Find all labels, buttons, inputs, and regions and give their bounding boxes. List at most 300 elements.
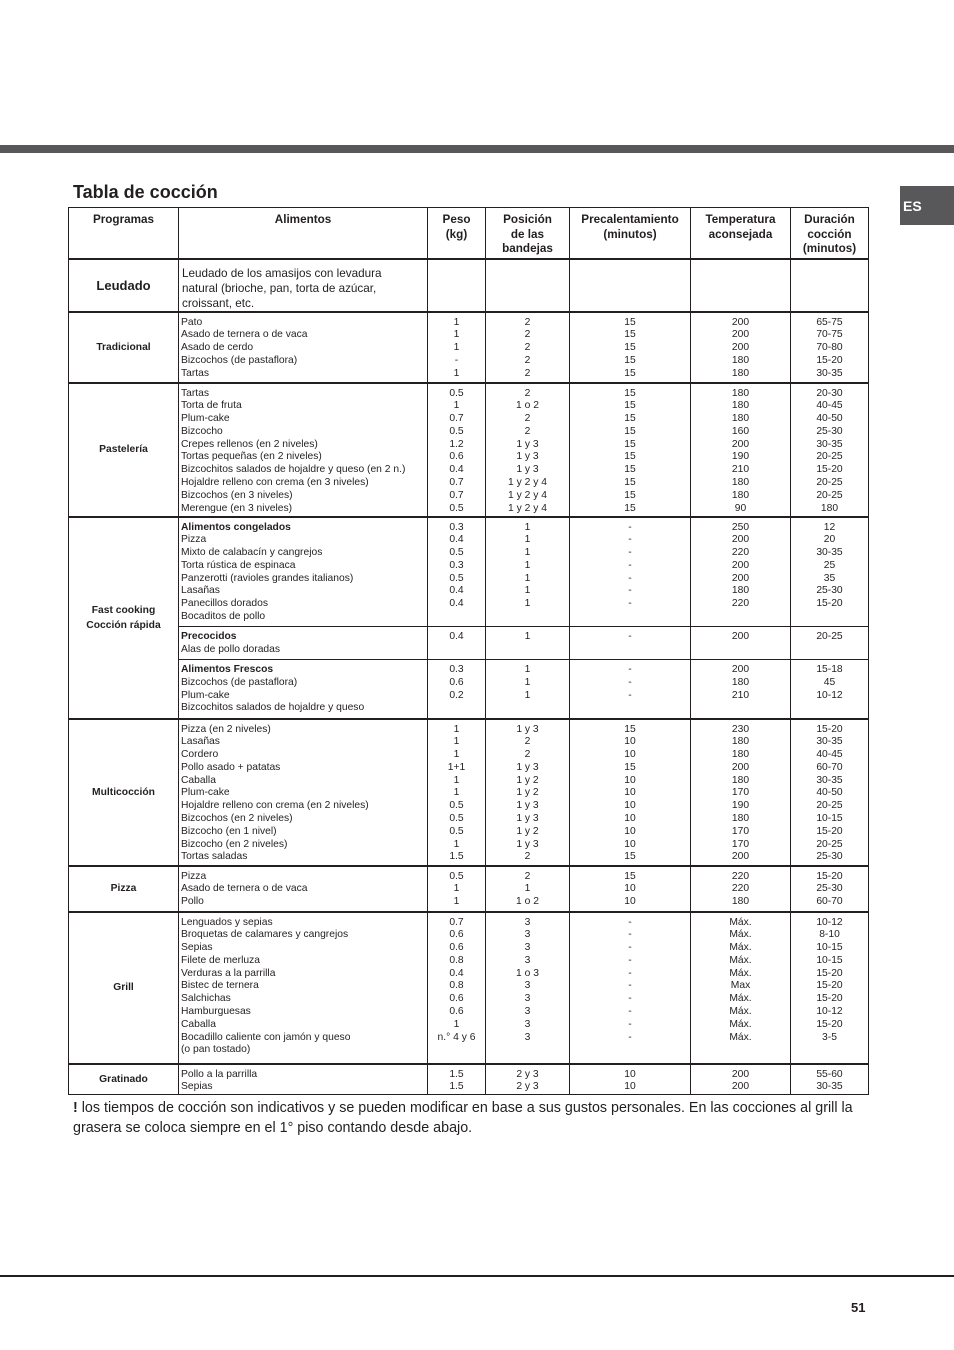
weight-cell (428, 312, 486, 383)
program-name (69, 719, 179, 866)
food-item: Crepes rellenos (en 2 niveles) (181, 438, 318, 450)
temp-value: 200 (731, 851, 750, 863)
weight-value: 0.7 (449, 477, 464, 489)
temp-value: 200 (731, 438, 750, 450)
time-value: 15-20 (816, 723, 843, 735)
time-value: 40-50 (816, 413, 843, 425)
pre-cell (570, 1064, 691, 1095)
pos-value: 3 (524, 1006, 531, 1018)
weight-value: 0.5 (449, 870, 464, 882)
pos-cell (486, 627, 570, 660)
food-cell (179, 912, 428, 1064)
temp-cell (691, 1064, 791, 1095)
pre-value: 15 (624, 329, 636, 341)
program-name (69, 517, 179, 719)
pos-cell (486, 660, 570, 719)
temp-value: 180 (731, 477, 750, 489)
program-name (69, 866, 179, 912)
food-cell (179, 627, 428, 660)
program-group (69, 719, 869, 866)
pre-cell (570, 660, 691, 719)
pre-value: 15 (624, 489, 636, 501)
time-value: 10-12 (816, 689, 843, 701)
food-item: Bizcochos (en 3 niveles) (181, 489, 293, 501)
time-value: 10-12 (816, 1006, 843, 1018)
time-value: 60-70 (816, 896, 843, 908)
pos-value: 1 y 3 (516, 438, 539, 450)
time-value: 15-20 (816, 464, 843, 476)
food-item: Tortas saladas (181, 851, 248, 863)
pre-value: 15 (624, 425, 636, 437)
pos-value: 1 y 3 (516, 451, 539, 463)
temp-value: Máx. (729, 993, 752, 1005)
food-item: Pizza (en 2 niveles) (181, 723, 271, 735)
food-item: Alas de pollo doradas (181, 643, 281, 655)
food-item: Torta rústica de espinaca (181, 559, 296, 571)
food-item: Plum-cake (181, 689, 230, 701)
food-item: Tortas pequeñas (en 2 niveles) (181, 451, 322, 463)
program-name-line: Cocción rápida (86, 619, 161, 631)
time-cell (791, 1064, 869, 1095)
food-subheading: Precocidos (181, 631, 237, 642)
pos-value: 1 (524, 547, 531, 559)
pos-value: 1 (524, 559, 531, 571)
pre-value: 15 (624, 502, 636, 514)
temp-value: Máx. (729, 916, 752, 928)
program-group (69, 312, 869, 383)
time-cell (791, 866, 869, 912)
pos-value: 2 (524, 870, 531, 882)
pos-value: 2 (524, 354, 531, 366)
pos-value: 2 (524, 425, 531, 437)
weight-cell (428, 1064, 486, 1095)
pre-value: 15 (624, 451, 636, 463)
time-cell (791, 517, 869, 627)
food-cell (179, 866, 428, 912)
time-value: 20-25 (816, 800, 843, 812)
temp-value: 170 (731, 838, 750, 850)
pos-cell (486, 517, 570, 627)
food-cell (179, 517, 428, 627)
weight-value: 0.4 (449, 967, 464, 979)
temp-value: 200 (731, 1068, 750, 1080)
pre-value: 10 (624, 1068, 636, 1080)
weight-value: 1.5 (449, 1068, 464, 1080)
pos-value: 2 (524, 851, 531, 863)
temp-cell (691, 627, 791, 660)
pos-value: 1 (524, 598, 531, 610)
pos-value: 2 (524, 736, 531, 748)
weight-value: 0.4 (449, 585, 464, 597)
temp-cell (691, 312, 791, 383)
header-duracion: Duración cocción (minutos) (791, 208, 869, 259)
temp-value: 160 (731, 425, 750, 437)
food-cell (179, 1064, 428, 1095)
food-item: natural (brioche, pan, torta de azúcar, (182, 281, 377, 295)
temp-value: 180 (731, 774, 750, 786)
temp-value: 180 (731, 585, 750, 597)
time-value: 60-70 (816, 761, 843, 773)
weight-value: 1 (453, 787, 460, 799)
temp-value: Máx. (729, 954, 752, 966)
temp-value: 200 (731, 664, 750, 675)
weight-value: 1 (453, 723, 460, 735)
food-cell (179, 383, 428, 517)
pre-value: - (628, 521, 632, 533)
program-name-line: Pastelería (99, 444, 148, 455)
food-item: Pizza (181, 534, 207, 546)
food-item: Pollo a la parrilla (181, 1068, 258, 1080)
pre-cell (570, 627, 691, 660)
food-item: Asado de cerdo (181, 342, 254, 354)
pos-value: 3 (524, 942, 531, 954)
program-group (69, 866, 869, 912)
time-value: 30-35 (816, 774, 843, 786)
pre-cell (570, 719, 691, 866)
food-item: Bizcochitos salados de hojaldre y queso (181, 702, 365, 714)
pre-value: 15 (624, 851, 636, 863)
time-value: 55-60 (816, 1068, 843, 1080)
pre-cell (570, 383, 691, 517)
pre-value: 10 (624, 838, 636, 850)
time-value: 30-35 (816, 438, 843, 450)
food-item: Broquetas de calamares y cangrejos (181, 929, 349, 941)
food-item: Pollo asado + patatas (181, 761, 281, 773)
time-cell (791, 719, 869, 866)
temp-value: 170 (731, 787, 750, 799)
weight-value: 0.5 (449, 800, 464, 812)
program-name (69, 1064, 179, 1095)
pre-value: - (628, 980, 632, 992)
food-item: Hojaldre relleno con crema (en 2 niveles) (181, 800, 369, 812)
pos-value: 1 (524, 521, 531, 533)
pre-value: 10 (624, 749, 636, 761)
pre-value: 15 (624, 723, 636, 735)
time-value: 20-25 (816, 477, 843, 489)
header-temperatura: Temperatura aconsejada (691, 208, 791, 259)
weight-value: 0.4 (449, 631, 464, 642)
page-number: 51 (851, 1300, 866, 1315)
time-value: 10-15 (816, 942, 843, 954)
weight-value: 1 (453, 367, 460, 379)
page-title: Tabla de cocción (73, 182, 218, 202)
program-group (69, 912, 869, 1064)
program-name-line: Pizza (110, 883, 137, 894)
food-item: Cordero (181, 749, 219, 761)
temp-cell (691, 383, 791, 517)
weight-value: 0.5 (449, 572, 464, 584)
weight-value: 0.7 (449, 413, 464, 425)
time-cell (791, 912, 869, 1064)
pos-value: 1 y 3 (516, 761, 539, 773)
pos-cell (486, 312, 570, 383)
weight-value: 1 (453, 774, 460, 786)
temp-value: 200 (731, 342, 750, 354)
table-row (69, 627, 869, 660)
program-name-line: Tradicional (96, 341, 151, 353)
header-posicion: Posición de las bandejas (486, 208, 570, 259)
food-item: Lenguados y sepias (181, 916, 273, 928)
food-item: Lasañas (181, 585, 220, 597)
weight-cell (428, 627, 486, 660)
food-item: Salchichas (181, 993, 231, 1005)
time-value: 25 (823, 559, 836, 571)
pos-value: 1 y 3 (516, 464, 539, 476)
time-value: 35 (823, 572, 836, 584)
weight-value: 0.8 (449, 980, 464, 992)
time-value: 12 (823, 521, 836, 533)
food-cell (179, 719, 428, 866)
pre-cell (570, 866, 691, 912)
note-mark: ! (73, 1100, 78, 1116)
pre-value: 10 (624, 813, 636, 825)
time-value: 30-35 (816, 547, 843, 559)
temp-value: Máx. (729, 942, 752, 954)
temp-value: 170 (731, 825, 750, 837)
pos-value: 1 y 2 y 4 (508, 477, 547, 489)
temp-value: 190 (731, 451, 750, 463)
weight-value: 0.4 (449, 598, 464, 610)
weight-cell (428, 517, 486, 627)
program-group (69, 1064, 869, 1095)
note-text: los tiempos de cocción son indicativos y se pueden modificar en base a sus gustos personales. En las cocciones al grill la grasera se coloca siempre en el 1° piso contando desde abajo. (73, 1100, 853, 1136)
food-item: Pizza (181, 870, 207, 882)
pre-value: - (628, 547, 632, 559)
food-subheading: Alimentos Frescos (181, 664, 274, 675)
temp-value: Max (730, 980, 751, 992)
temp-value: 180 (731, 736, 750, 748)
time-cell (791, 312, 869, 383)
note (73, 1098, 873, 1138)
weight-value: 0.6 (449, 1006, 464, 1018)
temp-value: 230 (731, 723, 750, 735)
pos-value: 1 o 3 (516, 967, 539, 979)
weight-value: 1.5 (449, 1081, 464, 1093)
weight-value: 0.6 (449, 676, 464, 688)
time-value: 40-45 (816, 400, 843, 412)
program-name-line: Grill (113, 982, 134, 993)
weight-value: 0.6 (449, 929, 464, 941)
temp-value: 180 (731, 400, 750, 412)
pre-value: 15 (624, 354, 636, 366)
temp-value: 180 (731, 489, 750, 501)
food-cell (179, 312, 428, 383)
program-name (69, 383, 179, 517)
temp-value: 200 (731, 316, 750, 328)
food-item: Bistec de ternera (181, 980, 259, 992)
weight-value: 0.4 (449, 464, 464, 476)
program-name (69, 912, 179, 1064)
food-item: Bizcochos (de pastaflora) (181, 676, 298, 688)
table-row (69, 259, 869, 312)
program-name (69, 312, 179, 383)
table-row (69, 912, 869, 1064)
pre-value: 15 (624, 342, 636, 354)
pre-value: 10 (624, 800, 636, 812)
temp-value: 200 (731, 534, 750, 546)
food-cell (179, 660, 428, 719)
pre-value: - (628, 689, 632, 701)
food-item: Plum-cake (181, 413, 230, 425)
pos-value: 1 y 3 (516, 800, 539, 812)
weight-value: 1 (453, 1018, 460, 1030)
temp-value: Máx. (729, 1018, 752, 1030)
pre-value: - (628, 534, 632, 546)
pre-value: 15 (624, 316, 636, 328)
food-item: Bizcochos (de pastaflora) (181, 354, 298, 366)
time-value: 20 (823, 534, 836, 546)
pos-cell (486, 719, 570, 866)
pos-value: 1 y 2 (516, 825, 539, 837)
food-item: Verduras a la parrilla (181, 967, 276, 979)
temp-value: 90 (734, 502, 747, 514)
pre-value: - (628, 929, 632, 941)
pos-value: 1 (524, 883, 531, 895)
program-name (69, 259, 179, 312)
food-item: Hojaldre relleno con crema (en 3 niveles) (181, 477, 369, 489)
time-value: 15-20 (816, 825, 843, 837)
pre-cell (570, 259, 691, 312)
time-value: 70-75 (816, 329, 843, 341)
pre-value: 10 (624, 1081, 636, 1093)
temp-value: 220 (731, 883, 750, 895)
time-value: 40-50 (816, 787, 843, 799)
food-item: Lasañas (181, 736, 220, 748)
temp-value: 200 (731, 1081, 750, 1093)
pre-value: - (628, 572, 632, 584)
program-group (69, 383, 869, 517)
weight-value: 0.6 (449, 993, 464, 1005)
pos-value: 1 (524, 534, 531, 546)
time-value: 40-45 (816, 749, 843, 761)
temp-value: 190 (731, 800, 750, 812)
weight-value: - (454, 354, 459, 366)
weight-value: 0.5 (449, 425, 464, 437)
temp-value: 180 (731, 367, 750, 379)
pos-value: 3 (524, 1031, 531, 1043)
temp-value: 200 (731, 329, 750, 341)
food-item: Bizcochitos salados de hojaldre y queso (en 2 n.) (181, 464, 406, 476)
pos-value: 1 (524, 585, 531, 597)
food-item: Bizcochos (en 2 niveles) (181, 813, 293, 825)
time-value: 30-35 (816, 367, 843, 379)
time-cell (791, 383, 869, 517)
temp-value: 200 (731, 572, 750, 584)
weight-value: 0.3 (449, 664, 464, 675)
temp-value: 220 (731, 870, 750, 882)
program-group (69, 259, 869, 312)
time-value: 3-5 (822, 1031, 837, 1043)
time-value: 25-30 (816, 851, 843, 863)
pre-value: 15 (624, 387, 636, 399)
pos-cell (486, 866, 570, 912)
weight-value: n.° 4 y 6 (437, 1031, 476, 1043)
temp-value: 180 (731, 676, 750, 688)
time-value: 15-20 (816, 1018, 843, 1030)
temp-value: 210 (731, 464, 750, 476)
header-row (69, 208, 869, 259)
weight-value: 0.5 (449, 825, 464, 837)
pre-value: - (628, 942, 632, 954)
food-item: Plum-cake (181, 787, 230, 799)
temp-value: 200 (731, 761, 750, 773)
pos-value: 3 (524, 929, 531, 941)
food-item: croissant, etc. (182, 296, 255, 310)
pre-value: - (628, 967, 632, 979)
pre-value: 15 (624, 464, 636, 476)
pos-value: 2 (524, 413, 531, 425)
pos-value: 3 (524, 993, 531, 1005)
time-value: 15-20 (816, 993, 843, 1005)
temp-value: Máx. (729, 967, 752, 979)
header-alimentos: Alimentos (179, 208, 428, 259)
temp-value: 180 (731, 813, 750, 825)
pre-value: 15 (624, 761, 636, 773)
pos-value: 2 y 3 (516, 1081, 539, 1093)
weight-value: 1 (453, 896, 460, 908)
weight-value: 1 (453, 749, 460, 761)
time-value: 15-18 (816, 664, 843, 675)
pos-value: 1 y 3 (516, 723, 539, 735)
food-item: Torta de fruta (181, 400, 242, 412)
pre-value: - (628, 1018, 632, 1030)
pre-value: - (628, 676, 632, 688)
temp-cell (691, 660, 791, 719)
food-item: Asado de ternera o de vaca (181, 883, 308, 895)
program-name-line: Fast cooking (91, 604, 156, 616)
pre-value: 15 (624, 413, 636, 425)
food-item: Sepias (181, 942, 213, 954)
header-precalentamiento: Precalentamiento (minutos) (570, 208, 691, 259)
food-item: Sepias (181, 1081, 213, 1093)
pos-value: 1 (524, 689, 531, 701)
weight-value: 1 (453, 883, 460, 895)
food-item: Asado de ternera o de vaca (181, 329, 308, 341)
pre-value: 10 (624, 896, 636, 908)
temp-cell (691, 517, 791, 627)
pos-value: 1 (524, 572, 531, 584)
pos-value: 2 (524, 316, 531, 328)
table-row (69, 1064, 869, 1095)
food-item: Mixto de calabacín y cangrejos (181, 547, 323, 559)
pre-value: - (628, 664, 632, 675)
temp-value: Máx. (729, 1031, 752, 1043)
pre-value: - (628, 631, 632, 642)
time-value: 25-30 (816, 883, 843, 895)
weight-cell (428, 383, 486, 517)
time-value: 15-20 (816, 967, 843, 979)
pos-value: 1 (524, 676, 531, 688)
temp-value: 200 (731, 631, 750, 642)
food-cell (179, 259, 428, 312)
table-row (69, 517, 869, 627)
pos-value: 3 (524, 954, 531, 966)
time-value: 45 (823, 676, 836, 688)
temp-value: 200 (731, 559, 750, 571)
weight-value: 0.6 (449, 451, 464, 463)
weight-value: 1 (453, 329, 460, 341)
time-value: 8-10 (819, 929, 840, 941)
food-item: Bizcocho (181, 425, 223, 437)
pos-value: 2 (524, 329, 531, 341)
temp-value: 180 (731, 354, 750, 366)
time-value: 70-80 (816, 342, 843, 354)
food-item: Bocadillo caliente con jamón y queso (181, 1031, 351, 1043)
time-value: 180 (820, 502, 839, 514)
program-group (69, 517, 869, 719)
weight-cell (428, 259, 486, 312)
pos-cell (486, 912, 570, 1064)
